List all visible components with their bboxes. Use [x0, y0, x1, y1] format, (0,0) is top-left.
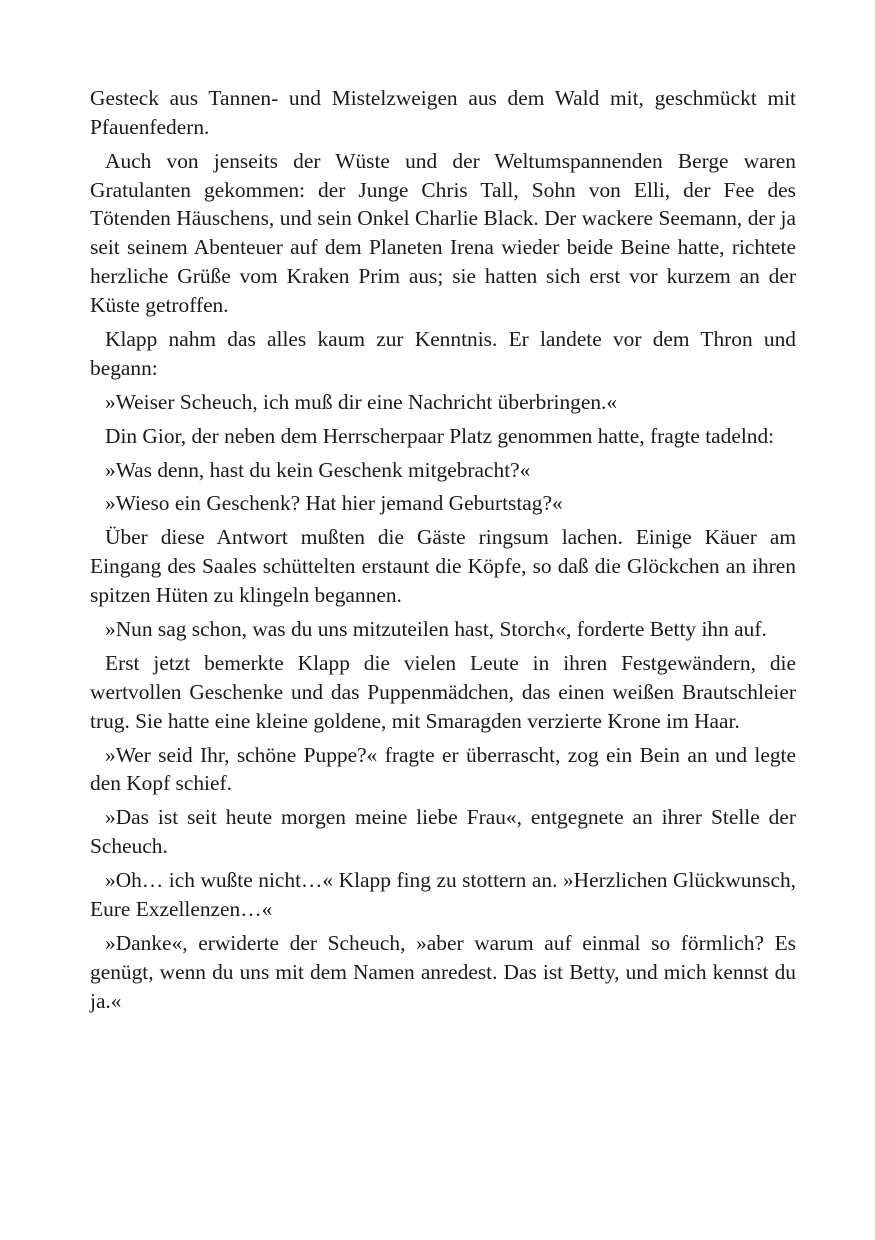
paragraph-14: »Danke«, erwiderte der Scheuch, »aber warum auf einmal so förmlich? Es genügt, wenn du uns mit dem Namen anredest. Das ist Betty, und mich kennst du ja.«: [90, 930, 796, 1013]
paragraph-6: »Was denn, hast du kein Geschenk mitgebracht?«: [105, 457, 531, 482]
paragraph-4: »Weiser Scheuch, ich muß dir eine Nachricht überbringen.«: [105, 389, 618, 414]
paragraph-13: »Oh… ich wußte nicht…« Klapp fing zu stottern an. »Herzlichen Glückwunsch, Eure Exzellenzen…«: [90, 868, 796, 921]
paragraph-11: »Wer seid Ihr, schöne Puppe?« fragte er überrascht, zog ein Bein an und legte den Kopf schief.: [90, 742, 796, 796]
paragraph-5: Din Gior, der neben dem Herrscherpaar Platz genommen hatte, fragte tadelnd:: [105, 423, 775, 448]
book-page-body: [90, 84, 796, 1021]
paragraph-12: »Das ist seit heute morgen meine liebe Frau«, entgegnete an ihrer Stelle der Scheuch.: [90, 805, 796, 859]
paragraph-7: »Wieso ein Geschenk? Hat hier jemand Geburtstag?«: [105, 491, 563, 516]
paragraph-2: Auch von jenseits der Wüste und der Weltumspannenden Berge waren Gratulanten gekommen: der Junge Chris Tall, Sohn von Elli, der Fee des Tötenden Häuschens, und sein Onkel Charlie Black. Der wackere Seemann, der ja seit seinem Abenteuer auf dem Planeten Irena wieder beide Beine hatte, richtete herzliche Grüße vom Kraken Prim aus; sie hatten sich erst vor kurzem an der Küste getroffen.: [90, 148, 796, 317]
paragraph-1: Gesteck aus Tannen- und Mistelzweigen aus dem Wald mit, geschmückt mit Pfauenfedern.: [90, 86, 796, 139]
paragraph-9: »Nun sag schon, was du uns mitzuteilen hast, Storch«, forderte Betty ihn auf.: [105, 617, 767, 642]
paragraph-10: Erst jetzt bemerkte Klapp die vielen Leute in ihren Festgewändern, die wertvollen Geschenke und das Puppenmädchen, das einen weißen Brautschleier trug. Sie hatte eine kleine goldene, mit Smaragden verzierte Krone im Haar.: [90, 651, 796, 733]
paragraph-8: Über diese Antwort mußten die Gäste ringsum lachen. Einige Käuer am Eingang des Saales schüttelten erstaunt die Köpfe, so daß die Glöckchen an ihren spitzen Hüten zu klingeln begannen.: [90, 525, 796, 608]
paragraph-3: Klapp nahm das alles kaum zur Kenntnis. Er landete vor dem Thron und begann:: [90, 326, 796, 380]
